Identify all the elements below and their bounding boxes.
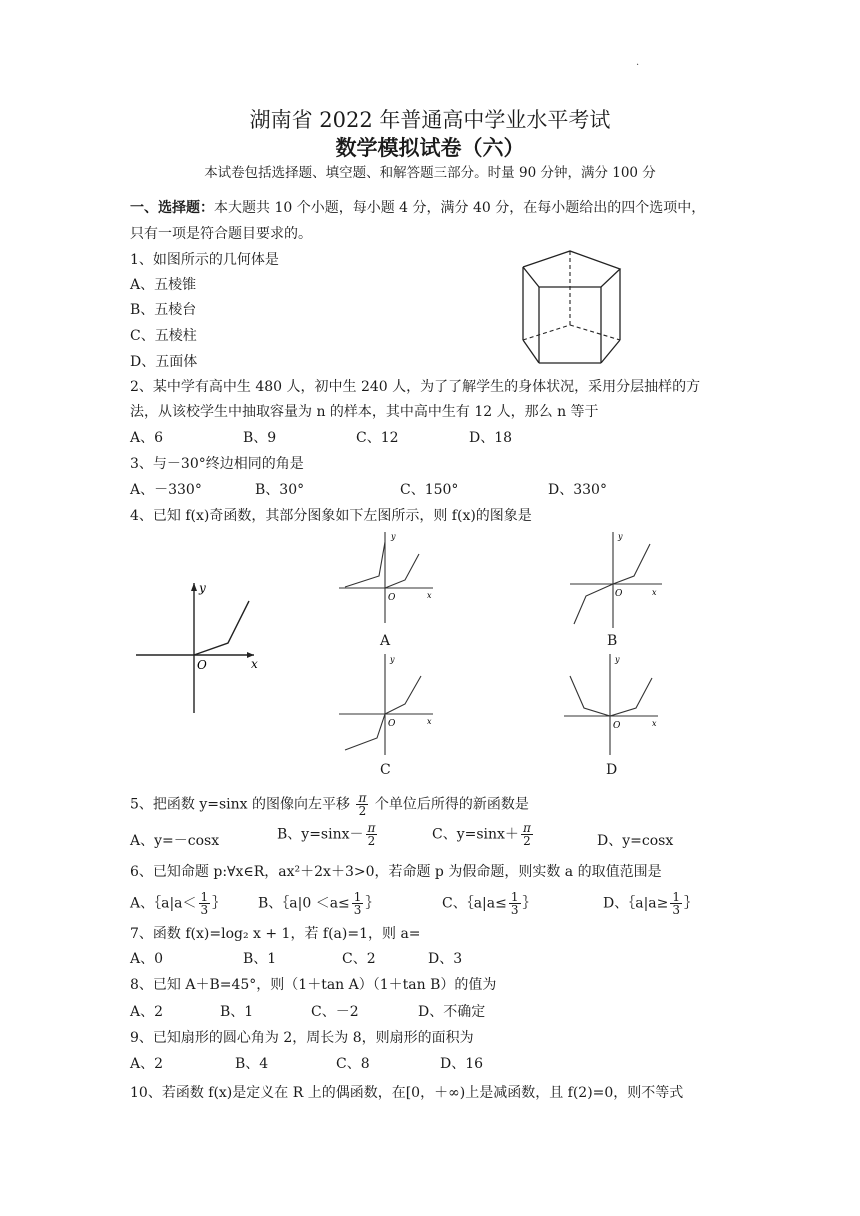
q9-stem: 9、已知扇形的圆心角为 2，周长为 8，则扇形的面积为	[130, 1030, 474, 1046]
q4-caption-d: D	[606, 762, 618, 778]
q5-frac-den: 2	[358, 804, 367, 818]
q6-option-c-frac	[509, 891, 521, 916]
graph-c-origin-label: O	[388, 719, 396, 729]
q8-option-d: D、不确定	[418, 1004, 486, 1020]
section-heading-text2: 只有一项是符合题目要求的。	[130, 226, 312, 242]
q1-option-b: B、五棱台	[130, 302, 197, 318]
q6-option-a-frac	[199, 891, 211, 916]
q4-given-graph	[136, 575, 266, 715]
section-heading-label: 一、选择题：	[130, 200, 214, 216]
graph-b-origin-label: O	[615, 589, 623, 599]
q5-stem-post: 个单位后所得的新函数是	[374, 796, 529, 813]
q5-fraction	[356, 792, 368, 817]
q2-stem-line1: 2、某中学有高中生 480 人，初中生 240 人，为了了解学生的身体状况，采用分层抽样的方	[130, 379, 701, 395]
q5-option-d: D、y=cosx	[597, 833, 674, 849]
q6-option-b	[258, 891, 379, 916]
q1-option-c: C、五棱柱	[130, 328, 197, 344]
q2-option-b: B、9	[243, 430, 277, 446]
q6-option-a	[130, 891, 226, 916]
q7-option-b: B、1	[243, 951, 277, 967]
q7-option-c: C、2	[342, 951, 376, 967]
graph-d-y-label: y	[615, 655, 620, 664]
q8-stem: 8、已知 A＋B=45°，则（1＋tan A）（1＋tan B）的值为	[130, 977, 497, 993]
q4-stem: 4、已知 f(x)奇函数，其部分图象如下左图所示，则 f(x)的图象是	[130, 508, 532, 524]
q6-option-d	[603, 891, 698, 916]
exam-instructions: 本试卷包括选择题、填空题、和解答题三部分。时量 90 分钟，满分 100 分	[204, 165, 656, 181]
q4-graph-d	[560, 652, 665, 757]
q6-option-a-den: 3	[200, 903, 209, 917]
given-origin-label: O	[197, 658, 207, 672]
page-dot: ·	[636, 60, 640, 71]
exam-title: 湖南省 2022 年普通高中学业水平考试	[249, 108, 611, 132]
q10-stem: 10、若函数 f(x)是定义在 R 上的偶函数，在[0，＋∞)上是减函数，且 f(2)=0，则不等式	[130, 1085, 684, 1101]
q3-option-c: C、150°	[400, 482, 459, 498]
q2-stem-line2: 法，从该校学生中抽取容量为 n 的样本，其中高中生有 12 人，那么 n 等于	[130, 404, 599, 420]
q4-graph-b	[568, 530, 668, 630]
section-heading	[130, 198, 705, 218]
graph-d-x-label: x	[652, 719, 657, 728]
q5-option-c-frac	[521, 822, 533, 847]
q4-caption-a: A	[380, 633, 391, 649]
q5-option-b-den: 2	[367, 834, 376, 848]
graph-a-x-label: x	[427, 591, 432, 600]
q1-option-d: D、五面体	[130, 354, 198, 370]
graph-c-y-label: y	[390, 655, 395, 664]
section-heading-text: 本大题共 10 个小题，每小题 4 分，满分 40 分，在每小题给出的四个选项中，	[214, 200, 706, 216]
q5-option-c-den: 2	[523, 834, 531, 848]
graph-d-origin-label: O	[613, 721, 621, 731]
q5-stem-pre: 5、把函数 y=sinx 的图像向左平移	[130, 796, 351, 813]
given-y-label: y	[199, 581, 206, 595]
q7-option-a: A、0	[130, 951, 164, 967]
q6-option-a-close: ｝	[212, 895, 227, 912]
q1-option-a: A、五棱锥	[130, 277, 197, 293]
q2-option-d: D、18	[469, 430, 513, 446]
q5-option-c-text: C、y=sinx＋	[432, 826, 519, 843]
exam-subtitle-title: 数学模拟试卷（六）	[335, 135, 525, 160]
graph-a-origin-label: O	[388, 593, 396, 603]
q5-stem	[130, 792, 529, 817]
q2-option-c: C、12	[356, 430, 399, 446]
q5-option-b-num: π	[367, 821, 376, 835]
q4-graph-c	[335, 652, 440, 757]
q7-option-d: D、3	[428, 951, 463, 967]
q6-option-d-text: D、｛a|a≥	[603, 895, 669, 912]
q9-option-a: A、2	[130, 1056, 164, 1072]
q5-option-b-text: B、y=sinx－	[277, 826, 364, 843]
q9-option-b: B、4	[235, 1056, 269, 1072]
q8-option-b: B、1	[220, 1004, 254, 1020]
graph-b-x-label: x	[652, 588, 657, 597]
q3-option-a: A、－330°	[130, 482, 202, 498]
q6-option-a-text: A、｛a|a＜	[130, 895, 197, 912]
q6-option-b-close: ｝	[365, 895, 380, 912]
q6-option-c-num: 1	[510, 890, 519, 904]
q3-option-d: D、330°	[548, 482, 607, 498]
q6-option-d-frac	[670, 891, 682, 916]
q2-option-a: A、6	[130, 430, 164, 446]
q6-option-c-den: 3	[510, 903, 519, 917]
q6-option-c	[442, 891, 537, 916]
graph-a-y-label: y	[391, 532, 396, 541]
q5-option-b-frac	[366, 822, 378, 847]
q9-option-d: D、16	[440, 1056, 484, 1072]
q6-option-b-den: 3	[353, 903, 362, 917]
q4-caption-b: B	[607, 633, 618, 649]
q5-frac-num: π	[358, 791, 367, 805]
q3-option-b: B、30°	[255, 482, 305, 498]
q8-option-c: C、－2	[311, 1004, 359, 1020]
q5-option-c	[432, 822, 535, 847]
q5-option-b	[277, 822, 379, 847]
q5-option-c-num: π	[522, 821, 531, 835]
q5-option-a: A、y=－cosx	[130, 833, 220, 849]
q4-graph-a	[335, 530, 440, 625]
q6-option-b-frac	[352, 891, 364, 916]
q6-option-b-text: B、｛a|0 ＜a≤	[258, 895, 350, 912]
q1-stem: 1、如图所示的几何体是	[130, 252, 279, 268]
q6-option-c-text: C、｛a|a≤	[442, 895, 507, 912]
q3-stem: 3、与－30°终边相同的角是	[130, 456, 304, 472]
graph-b-y-label: y	[618, 532, 623, 541]
q6-option-b-num: 1	[353, 890, 362, 904]
q7-stem: 7、函数 f(x)=log₂ x + 1，若 f(a)=1，则 a=	[130, 926, 421, 942]
q8-option-a: A、2	[130, 1004, 164, 1020]
q6-option-c-close: ｝	[522, 895, 537, 912]
q9-option-c: C、8	[336, 1056, 370, 1072]
q6-option-d-close: ｝	[684, 895, 699, 912]
q6-stem: 6、已知命题 p:∀x∈R，ax²＋2x＋3>0，若命题 p 为假命题，则实数 a 的取值范围是	[130, 864, 662, 880]
q6-option-d-den: 3	[672, 903, 681, 917]
q6-option-d-num: 1	[672, 890, 681, 904]
pentagonal-prism-figure	[515, 245, 645, 370]
q4-caption-c: C	[380, 762, 391, 778]
graph-c-x-label: x	[427, 717, 432, 726]
given-x-label: x	[251, 657, 258, 671]
q6-option-a-num: 1	[200, 890, 209, 904]
